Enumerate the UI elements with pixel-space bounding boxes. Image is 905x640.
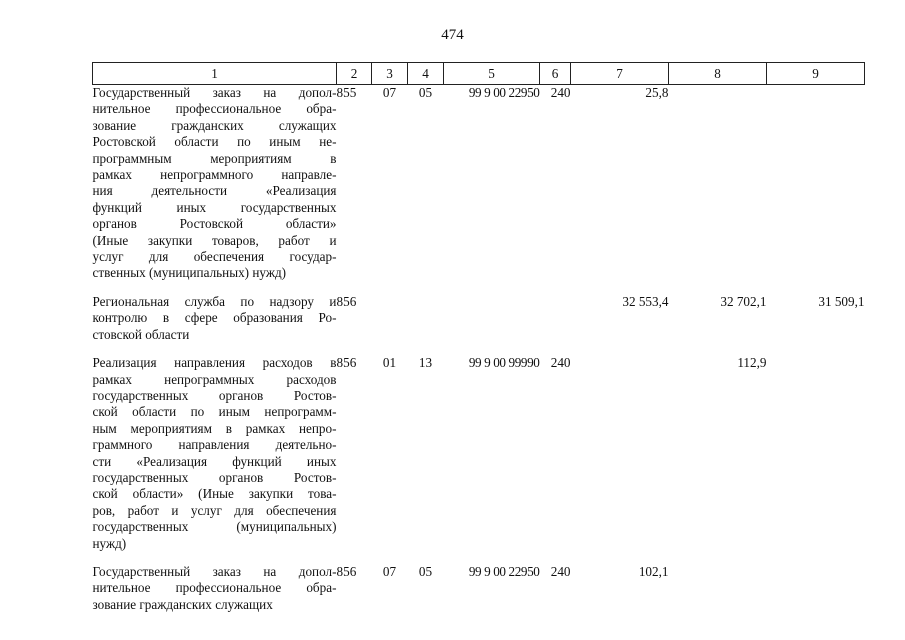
expense-type-cell-c6: 240 xyxy=(550,355,571,371)
section-cell-c3: 01 xyxy=(382,355,397,371)
description-line: Региональная служба по надзору и xyxy=(92,293,337,309)
budget-table xyxy=(92,62,865,613)
table-row xyxy=(93,564,865,613)
section-cell-c3: 07 xyxy=(382,563,397,579)
description-line: Ростовской области по иным не- xyxy=(92,134,337,150)
target-article-cell-c5 xyxy=(444,294,540,343)
description-line: сти «Реализация функций иных xyxy=(92,453,337,469)
section-cell-c3: 07 xyxy=(382,85,397,100)
description-line: зование гражданских служащих xyxy=(92,596,273,612)
amount-cell-c7 xyxy=(571,355,669,552)
code-cell-c2: 855 xyxy=(336,85,357,100)
description-line: ской области» (Иные закупки това- xyxy=(92,486,337,502)
description-line: Государственный заказ на допол- xyxy=(92,563,337,579)
description-line: ния деятельности «Реализация xyxy=(92,183,337,199)
expense-type-cell-c6 xyxy=(540,294,571,343)
description-line: ров, работ и услуг для обеспечения xyxy=(92,502,337,518)
table-body xyxy=(93,85,865,614)
description-line: государственных органов Ростов- xyxy=(92,387,337,403)
description-line: зование гражданских служащих xyxy=(92,117,337,133)
description-line: нужд) xyxy=(92,535,127,551)
description-line: органов Ростовской области» xyxy=(92,216,337,232)
description-cell xyxy=(93,294,337,343)
description-line: контролю в сфере образования Ро- xyxy=(92,310,337,326)
description-line: (Иные закупки товаров, работ и xyxy=(92,232,337,248)
description-line: государственных органов Ростов- xyxy=(92,469,337,485)
expense-type-cell-c6: 240 xyxy=(550,563,571,579)
description-cell xyxy=(93,564,337,613)
column-header-6: 6 xyxy=(540,63,571,85)
column-header-8: 8 xyxy=(669,63,767,85)
amount-cell-c7: 25,8 xyxy=(645,85,669,100)
column-header-1: 1 xyxy=(93,63,337,85)
description-line: нительное профессиональное обра- xyxy=(92,580,337,596)
description-line: государственных (муниципальных) xyxy=(92,519,337,535)
column-header-4: 4 xyxy=(408,63,444,85)
description-line: Государственный заказ на допол- xyxy=(92,85,337,100)
amount-cell-c8: 32 702,1 xyxy=(720,293,767,309)
subsection-cell-c4: 05 xyxy=(418,85,433,100)
amount-cell-c8: 112,9 xyxy=(737,355,767,371)
description-line: нительное профессиональное обра- xyxy=(92,101,337,117)
column-number-header xyxy=(93,63,865,85)
description-cell xyxy=(93,355,337,552)
description-line: ской области по иным непрограмм- xyxy=(92,404,337,420)
description-line: Реализация направления расходов в xyxy=(92,355,337,371)
row-spacer xyxy=(93,343,865,355)
target-article-cell-c5: 99 9 00 99990 xyxy=(468,355,540,371)
column-header-2: 2 xyxy=(337,63,372,85)
expense-type-cell-c6: 240 xyxy=(550,85,571,100)
description-line: программным мероприятиям в xyxy=(92,150,337,166)
target-article-cell-c5: 99 9 00 22950 xyxy=(468,85,540,100)
column-header-7: 7 xyxy=(571,63,669,85)
subsection-cell-c4: 05 xyxy=(418,563,433,579)
amount-cell-c7: 32 553,4 xyxy=(622,293,669,309)
code-cell-c2: 856 xyxy=(336,293,357,309)
amount-cell-c7: 102,1 xyxy=(638,563,669,579)
description-line: граммного направления деятельно- xyxy=(92,437,337,453)
page-number: 474 xyxy=(441,27,464,43)
amount-cell-c8 xyxy=(669,564,767,613)
column-header-5: 5 xyxy=(444,63,540,85)
table-row xyxy=(93,355,865,552)
column-header-3: 3 xyxy=(372,63,408,85)
row-spacer xyxy=(93,282,865,294)
description-line: ственных (муниципальных) нужд) xyxy=(92,265,287,281)
description-cell xyxy=(93,85,337,282)
amount-cell-c9: 31 509,1 xyxy=(818,293,865,309)
description-line: ным мероприятиям в рамках непро- xyxy=(92,420,337,436)
target-article-cell-c5: 99 9 00 22950 xyxy=(468,563,540,579)
code-cell-c2: 856 xyxy=(336,355,357,371)
subsection-cell-c4 xyxy=(408,294,444,343)
table-row xyxy=(93,294,865,343)
section-cell-c3 xyxy=(372,294,408,343)
description-line: стовской области xyxy=(92,326,190,342)
code-cell-c2: 856 xyxy=(336,563,357,579)
description-line: услуг для обеспечения государ- xyxy=(92,249,337,265)
table-row xyxy=(93,85,865,282)
amount-cell-c9 xyxy=(767,564,865,613)
amount-cell-c9 xyxy=(767,355,865,552)
amount-cell-c8 xyxy=(669,85,767,282)
subsection-cell-c4: 13 xyxy=(418,355,433,371)
description-line: функций иных государственных xyxy=(92,199,337,215)
description-line: рамках непрограммного направле- xyxy=(92,167,337,183)
amount-cell-c9 xyxy=(767,85,865,282)
row-spacer xyxy=(93,552,865,564)
column-header-9: 9 xyxy=(767,63,865,85)
description-line: рамках непрограммных расходов xyxy=(92,371,337,387)
